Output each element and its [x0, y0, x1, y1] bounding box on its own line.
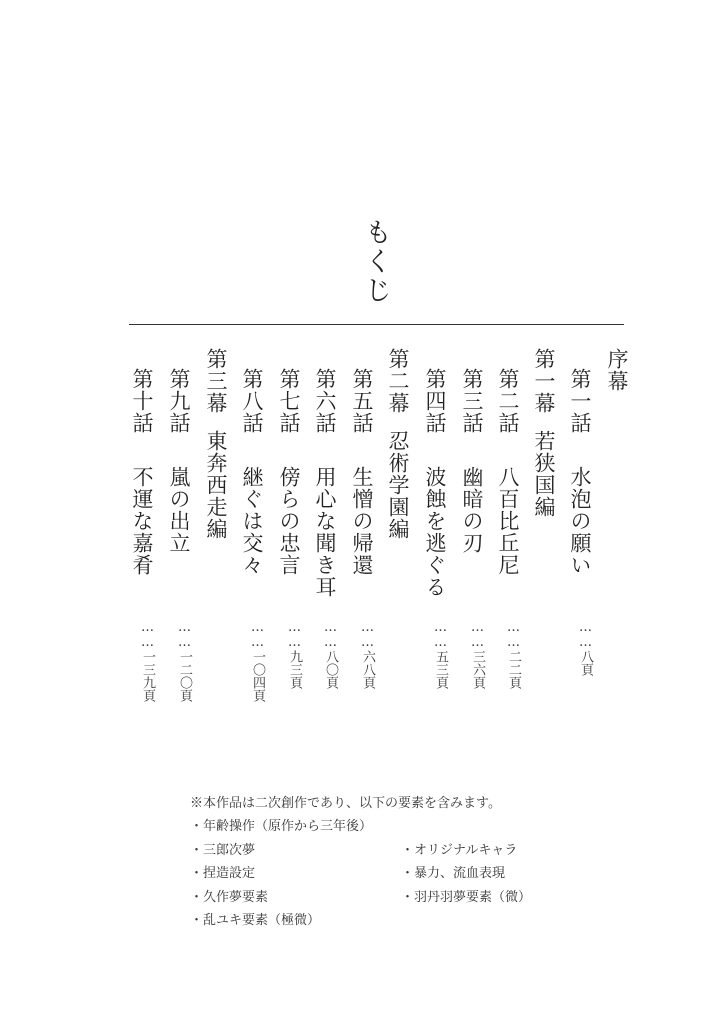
note-item: ・乱ユキ要素（極微）: [190, 913, 321, 928]
toc-heading: 第五話: [350, 368, 374, 434]
toc-page: ……一〇四頁: [250, 620, 265, 702]
toc-title: 傍らの忠言: [277, 466, 301, 576]
toc-entry: [527, 348, 557, 728]
toc-entry: [345, 348, 375, 728]
toc-entry: [455, 348, 485, 728]
note-item: ・オリジナルキャラ: [401, 843, 518, 858]
toc-title: 用心な聞き耳: [313, 466, 337, 598]
toc-title: 生憎の帰還: [350, 466, 374, 576]
toc-entry: [381, 348, 411, 728]
toc-title: 東奔西走編: [204, 430, 228, 540]
toc-entry: [235, 348, 265, 728]
toc-entry: [600, 348, 630, 728]
toc-title: 不運な嘉肴: [130, 466, 154, 576]
page-title: もくじ: [360, 218, 391, 305]
toc-title: 若狭国編: [532, 430, 556, 518]
toc-title: 継ぐは交々: [240, 466, 264, 576]
toc-title: 幽暗の刃: [460, 466, 484, 554]
note-item: ・久作夢要素: [190, 890, 269, 905]
toc-title: 八百比丘尼: [496, 466, 520, 576]
note-item: ・暴力、流血表現: [401, 866, 506, 881]
toc-page: ……八頁: [578, 620, 593, 676]
toc-entry: [199, 348, 229, 728]
toc-heading: 第三幕: [204, 348, 228, 414]
toc-heading: 第三話: [460, 368, 484, 434]
toc-title: 嵐の出立: [167, 466, 191, 554]
toc-entry: [125, 348, 155, 728]
toc-entry: [308, 348, 338, 728]
toc-page: ……九三頁: [287, 620, 302, 689]
toc-heading: 第二話: [496, 368, 520, 434]
toc-page: ……一三九頁: [140, 620, 155, 702]
toc-page: ……二二頁: [506, 620, 521, 689]
toc-title: 水泡の願い: [568, 466, 592, 576]
note-item: ・捏造設定: [190, 866, 256, 881]
toc-page: ……三六頁: [470, 620, 485, 689]
note-item: ・年齢操作（原作から三年後）: [190, 819, 373, 834]
toc-heading: 第九話: [167, 368, 191, 434]
toc-heading: 第四話: [423, 368, 447, 434]
note-item: ・三郎次夢: [190, 843, 256, 858]
toc-heading: 第七話: [277, 368, 301, 434]
notes-intro: ※本作品は二次創作であり、以下の要素を含みます。: [190, 796, 501, 811]
toc-entry: [162, 348, 192, 728]
toc-heading: 第八話: [240, 368, 264, 434]
toc-page: ……一二〇頁: [177, 620, 192, 702]
toc-heading: 第二幕: [386, 348, 410, 414]
toc-entry: [418, 348, 448, 728]
toc-heading: 第十話: [130, 368, 154, 434]
toc-heading: 第一幕: [532, 348, 556, 414]
divider: [129, 324, 624, 325]
toc-entry: [272, 348, 302, 728]
toc-title: 波蝕を逃ぐる: [423, 466, 447, 598]
note-item: ・羽丹羽夢要素（微）: [401, 890, 532, 905]
toc-entry: [491, 348, 521, 728]
toc-heading: 第一話: [568, 368, 592, 434]
toc-entry: [563, 348, 593, 728]
toc-heading: 序幕: [605, 348, 629, 392]
toc-page: ……六八頁: [360, 620, 375, 689]
toc-page: ……五三頁: [433, 620, 448, 689]
toc-heading: 第六話: [313, 368, 337, 434]
content-notes: [190, 792, 630, 928]
toc-title: 忍術学園編: [386, 430, 410, 540]
toc-page: ……八〇頁: [323, 620, 338, 689]
